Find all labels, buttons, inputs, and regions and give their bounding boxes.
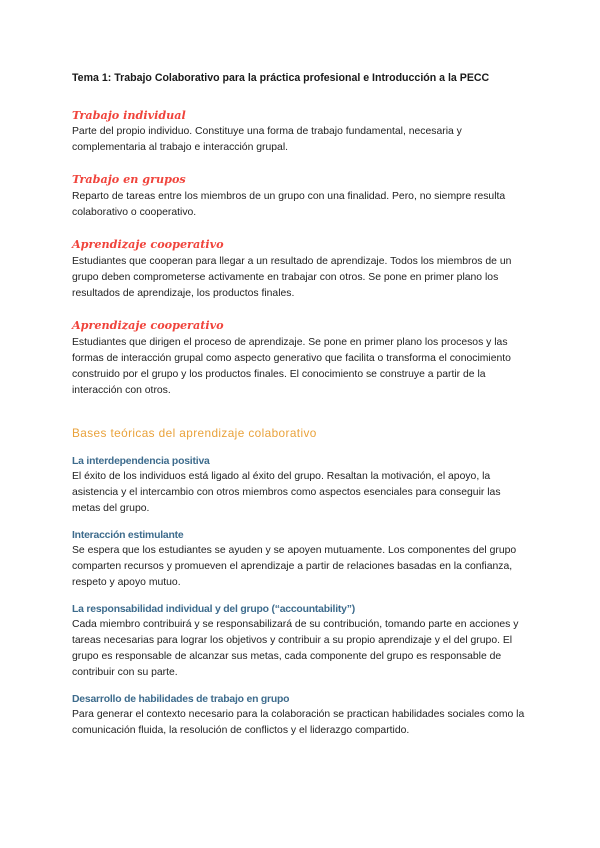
heading-interdependencia-positiva: La interdependencia positiva [72,456,210,467]
heading-aprendizaje-cooperativo-2: Aprendizaje cooperativo [72,318,224,332]
paragraph-trabajo-en-grupos: Reparto de tareas entre los miembros de un grupo con una finalidad. Pero, no siempre resulta colaborativo o cooperativo. [72,191,506,218]
section-title-bases-teoricas: Bases teóricas del aprendizaje colaborativo [72,426,317,440]
paragraph-interdependencia-positiva: El éxito de los individuos está ligado al éxito del grupo. Resaltan la motivación, el apoyo, la asistencia y el intercambio con otros miembros como aspectos esenciales para conseguir las metas del grupo. [72,471,501,514]
paragraph-desarrollo-habilidades: Para generar el contexto necesario para la colaboración se practican habilidades sociales como la comunicación fluida, la resolución de conflictos y el liderazgo compartido. [72,709,525,736]
heading-interaccion-estimulante: Interacción estimulante [72,530,184,541]
heading-aprendizaje-cooperativo-1: Aprendizaje cooperativo [72,237,224,251]
heading-trabajo-individual: Trabajo individual [72,108,186,122]
paragraph-responsabilidad: Cada miembro contribuirá y se responsabilizará de su contribución, tomando parte en acciones y tareas necesarias para lograr los objetivos y contribuir a su propio aprendizaje y el del grupo. El grupo es responsable de alcanzar sus metas, cada componente del grupo es responsable de contribuir con su parte. [72,619,519,678]
paragraph-interaccion-estimulante: Se espera que los estudiantes se ayuden y se apoyen mutuamente. Los componentes del grupo comparten recursos y promueven el aprendizaje a partir de relaciones basadas en la confianza, respeto y apoyo mutuo. [72,545,517,588]
heading-responsabilidad: La responsabilidad individual y del grupo (“accountability”) [72,604,356,615]
paragraph-aprendizaje-cooperativo-2: Estudiantes que dirigen el proceso de aprendizaje. Se pone en primer plano los procesos y las formas de interacción grupal como aspecto generativo que facilita o transforma el conocimiento construido por el grupo y los productos finales. El conocimiento se construye a partir de la interacción con otros. [72,337,511,396]
paragraph-trabajo-individual: Parte del propio individuo. Constituye una forma de trabajo fundamental, necesaria y complementaria al trabajo e interacción grupal. [72,126,462,153]
page-title: Tema 1: Trabajo Colaborativo para la práctica profesional e Introducción a la PECC [72,72,490,84]
paragraph-aprendizaje-cooperativo-1: Estudiantes que cooperan para llegar a un resultado de aprendizaje. Todos los miembros de un grupo deben comprometerse activamente en trabajar con otros. Se pone en primer plano los resultados de aprendizaje, los productos finales. [72,256,512,299]
heading-trabajo-en-grupos: Trabajo en grupos [72,172,186,186]
heading-desarrollo-habilidades: Desarrollo de habilidades de trabajo en grupo [72,694,290,705]
